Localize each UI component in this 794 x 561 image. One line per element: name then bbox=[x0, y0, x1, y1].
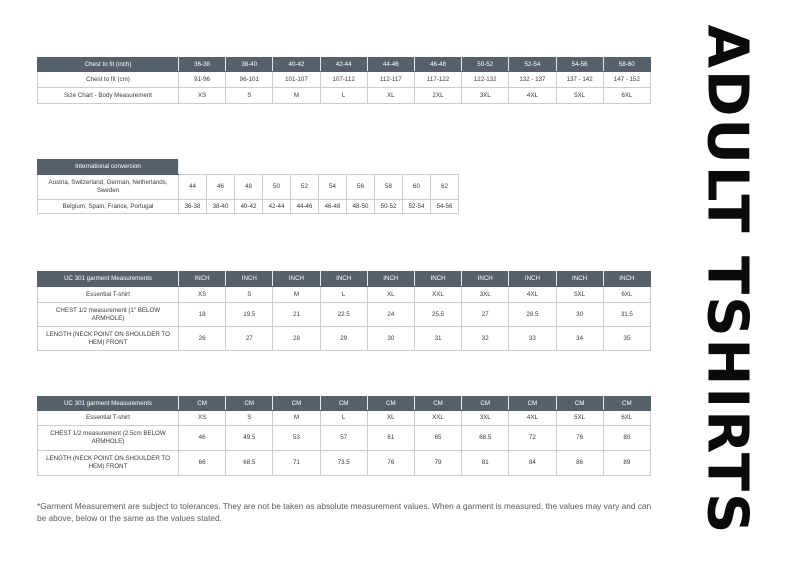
header-cell: CM bbox=[556, 397, 603, 411]
table-header-row bbox=[38, 272, 651, 287]
table-cell: 57 bbox=[320, 426, 367, 451]
table-cell: 6XL bbox=[603, 411, 650, 426]
header-cell: CM bbox=[273, 397, 320, 411]
table-cell: 31.5 bbox=[603, 303, 650, 327]
table-cell: 137 - 142 bbox=[556, 72, 603, 88]
table-cell: 5XL bbox=[556, 88, 603, 104]
cm-measurements-table bbox=[37, 396, 651, 476]
page-title: ADULT TSHIRTS bbox=[694, 24, 760, 536]
table-cell: L bbox=[320, 411, 367, 426]
table-cell: 46-48 bbox=[319, 200, 347, 214]
table-cell: S bbox=[226, 287, 273, 303]
table-header-row bbox=[38, 397, 651, 411]
table-cell: 26 bbox=[179, 327, 226, 351]
table-cell: 81 bbox=[462, 451, 509, 476]
table-cell: 76 bbox=[367, 451, 414, 476]
table-cell: LENGTH (NECK POINT ON SHOULDER TO HEM) FRONT bbox=[38, 327, 179, 351]
table-cell: 68.5 bbox=[226, 451, 273, 476]
table-cell: 65 bbox=[414, 426, 461, 451]
table-cell: 28.5 bbox=[509, 303, 556, 327]
table-cell: 3XL bbox=[462, 88, 509, 104]
header-cell: 42-44 bbox=[320, 58, 367, 72]
table-cell: 44-46 bbox=[291, 200, 319, 214]
header-cell: UC 301 garment Measurements bbox=[38, 397, 179, 411]
table-cell: 80 bbox=[603, 426, 650, 451]
table-cell: 52 bbox=[291, 175, 319, 200]
table-cell: 122-132 bbox=[462, 72, 509, 88]
table-cell: 32 bbox=[462, 327, 509, 351]
header-cell: CM bbox=[367, 397, 414, 411]
table-row bbox=[38, 451, 651, 476]
table-cell: 56 bbox=[347, 175, 375, 200]
header-cell: 58-60 bbox=[603, 58, 650, 72]
size-chart-table bbox=[37, 57, 651, 104]
inch-measurements-table bbox=[37, 271, 651, 351]
table-cell: 61 bbox=[367, 426, 414, 451]
table-cell: 96-101 bbox=[226, 72, 273, 88]
table-cell: 33 bbox=[509, 327, 556, 351]
table-cell: 91-96 bbox=[179, 72, 226, 88]
table-header-row bbox=[38, 58, 651, 72]
table-cell: Size Chart - Body Measurement bbox=[38, 88, 179, 104]
table-cell: 22.5 bbox=[320, 303, 367, 327]
table-cell: CHEST 1/2 measurement (1" BELOW ARMHOLE) bbox=[38, 303, 179, 327]
header-cell: Chest to fit (inch) bbox=[38, 58, 179, 72]
table-cell: 50 bbox=[263, 175, 291, 200]
header-cell: CM bbox=[509, 397, 556, 411]
table-row bbox=[38, 72, 651, 88]
tolerance-note: *Garment Measurement are subject to tolerances. They are not be taken as absolute measurement values. When a garment is measured, the values may vary and can be above, below or the same as the values stated. bbox=[37, 501, 652, 523]
table-cell: 48-50 bbox=[347, 200, 375, 214]
table-cell: 54-56 bbox=[431, 200, 459, 214]
table-cell: 2XL bbox=[414, 88, 461, 104]
table-cell: 84 bbox=[509, 451, 556, 476]
table-row bbox=[38, 327, 651, 351]
table-row bbox=[38, 426, 651, 451]
header-cell: INCH bbox=[226, 272, 273, 287]
table-cell: 4XL bbox=[509, 287, 556, 303]
header-cell: 36-38 bbox=[179, 58, 226, 72]
header-cell: INCH bbox=[179, 272, 226, 287]
header-cell: UC 301 garment Measurements bbox=[38, 272, 179, 287]
table-cell: 6XL bbox=[603, 88, 650, 104]
table-cell: 54 bbox=[319, 175, 347, 200]
table-cell: 5XL bbox=[556, 287, 603, 303]
table-cell: 132 - 137 bbox=[509, 72, 556, 88]
table-cell: 4XL bbox=[509, 88, 556, 104]
header-cell: INCH bbox=[273, 272, 320, 287]
table-cell: 112-117 bbox=[367, 72, 414, 88]
header-cell: INCH bbox=[556, 272, 603, 287]
table-cell: Belgium, Spain, France, Portugal bbox=[38, 200, 179, 214]
table-cell: 35 bbox=[603, 327, 650, 351]
header-cell: CM bbox=[226, 397, 273, 411]
header-cell: CM bbox=[320, 397, 367, 411]
table-cell: Essential T-shirt bbox=[38, 287, 179, 303]
table-cell: 68.5 bbox=[462, 426, 509, 451]
table-row bbox=[38, 303, 651, 327]
table-cell: 49.5 bbox=[226, 426, 273, 451]
table-cell: 48 bbox=[235, 175, 263, 200]
header-cell: 44-46 bbox=[367, 58, 414, 72]
table-cell: 60 bbox=[403, 175, 431, 200]
table-cell: Essential T-shirt bbox=[38, 411, 179, 426]
table-cell: 34 bbox=[556, 327, 603, 351]
header-cell: INCH bbox=[320, 272, 367, 287]
table-cell: XL bbox=[367, 287, 414, 303]
table-cell: 5XL bbox=[556, 411, 603, 426]
header-cell: CM bbox=[603, 397, 650, 411]
table-cell: S bbox=[226, 88, 273, 104]
table-cell: M bbox=[273, 287, 320, 303]
table-cell: 27 bbox=[462, 303, 509, 327]
header-cell: 40-42 bbox=[273, 58, 320, 72]
header-cell: INCH bbox=[509, 272, 556, 287]
table-cell: M bbox=[273, 88, 320, 104]
table-cell: 46 bbox=[179, 426, 226, 451]
header-cell: 38-40 bbox=[226, 58, 273, 72]
table-cell: 29 bbox=[320, 327, 367, 351]
table-cell: 71 bbox=[273, 451, 320, 476]
table-cell: 73.5 bbox=[320, 451, 367, 476]
header-cell: 52-54 bbox=[509, 58, 556, 72]
table-cell: 107-112 bbox=[320, 72, 367, 88]
table-cell: 58 bbox=[375, 175, 403, 200]
table-cell: 86 bbox=[556, 451, 603, 476]
table-cell: 89 bbox=[603, 451, 650, 476]
table-cell: XS bbox=[179, 287, 226, 303]
table-cell: 66 bbox=[179, 451, 226, 476]
header-cell: CM bbox=[414, 397, 461, 411]
table-cell: 6XL bbox=[603, 287, 650, 303]
header-cell: CM bbox=[462, 397, 509, 411]
table-cell: 36-38 bbox=[179, 200, 207, 214]
table-cell: XL bbox=[367, 411, 414, 426]
table-cell: M bbox=[273, 411, 320, 426]
table-cell: 30 bbox=[367, 327, 414, 351]
table-row bbox=[38, 200, 459, 214]
table-cell: 44 bbox=[179, 175, 207, 200]
header-cell: INCH bbox=[367, 272, 414, 287]
table-cell: 101-107 bbox=[273, 72, 320, 88]
table-cell: 4XL bbox=[509, 411, 556, 426]
table-row bbox=[38, 287, 651, 303]
table-cell: 46 bbox=[207, 175, 235, 200]
table-cell: 24 bbox=[367, 303, 414, 327]
table-cell: 72 bbox=[509, 426, 556, 451]
table-cell: 50-52 bbox=[375, 200, 403, 214]
table-cell: LENGTH (NECK POINT ON SHOULDER TO HEM) FRONT bbox=[38, 451, 179, 476]
table-cell: 52-54 bbox=[403, 200, 431, 214]
header-cell: 46-48 bbox=[414, 58, 461, 72]
header-cell: INCH bbox=[603, 272, 650, 287]
table-cell: 31 bbox=[414, 327, 461, 351]
table-cell: 3XL bbox=[462, 411, 509, 426]
table-cell: XS bbox=[179, 88, 226, 104]
table-cell: CHEST 1/2 measurement (2.5cm BELOW ARMHOLE) bbox=[38, 426, 179, 451]
table-cell: 147 - 152 bbox=[603, 72, 650, 88]
table-cell: 21 bbox=[273, 303, 320, 327]
table-cell: S bbox=[226, 411, 273, 426]
table-row bbox=[38, 175, 459, 200]
table-cell: Chest to fit (cm) bbox=[38, 72, 179, 88]
header-cell: 50-52 bbox=[462, 58, 509, 72]
table-cell: 27 bbox=[226, 327, 273, 351]
table-cell: 3XL bbox=[462, 287, 509, 303]
table-header-row bbox=[38, 160, 459, 175]
table-cell: 25.5 bbox=[414, 303, 461, 327]
table-cell: 76 bbox=[556, 426, 603, 451]
table-cell: XL bbox=[367, 88, 414, 104]
empty-cell bbox=[179, 160, 459, 175]
header-cell: International conversion bbox=[38, 160, 179, 175]
header-cell: INCH bbox=[462, 272, 509, 287]
table-cell: 38-40 bbox=[207, 200, 235, 214]
table-cell: 19.5 bbox=[226, 303, 273, 327]
table-row bbox=[38, 411, 651, 426]
table-cell: XS bbox=[179, 411, 226, 426]
table-cell: Austria, Switzerland, German, Netherlands, Sweden bbox=[38, 175, 179, 200]
table-cell: 79 bbox=[414, 451, 461, 476]
table-cell: 62 bbox=[431, 175, 459, 200]
international-conversion-table bbox=[37, 159, 459, 214]
header-cell: 54-56 bbox=[556, 58, 603, 72]
table-cell: 53 bbox=[273, 426, 320, 451]
table-cell: L bbox=[320, 287, 367, 303]
table-cell: XXL bbox=[414, 287, 461, 303]
header-cell: CM bbox=[179, 397, 226, 411]
table-cell: 42-44 bbox=[263, 200, 291, 214]
table-row bbox=[38, 88, 651, 104]
table-cell: 28 bbox=[273, 327, 320, 351]
table-cell: 18 bbox=[179, 303, 226, 327]
header-cell: INCH bbox=[414, 272, 461, 287]
table-cell: 117-122 bbox=[414, 72, 461, 88]
table-cell: 30 bbox=[556, 303, 603, 327]
table-cell: 40-42 bbox=[235, 200, 263, 214]
table-cell: XXL bbox=[414, 411, 461, 426]
table-cell: L bbox=[320, 88, 367, 104]
